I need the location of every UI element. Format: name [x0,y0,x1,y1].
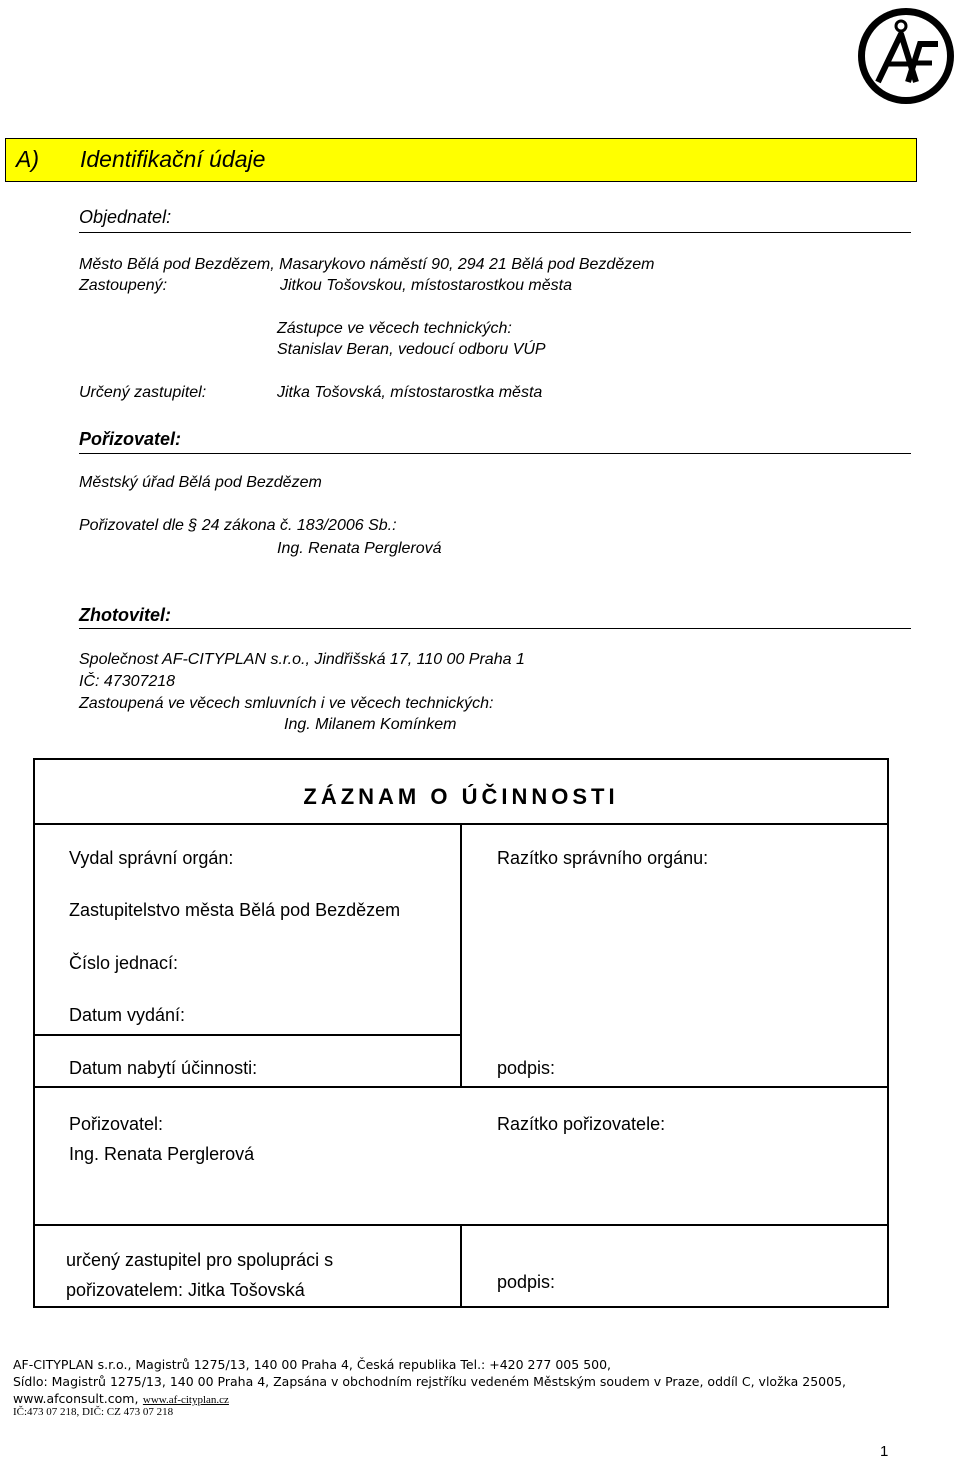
datum-vydani-label: Datum vydání: [69,1005,186,1025]
section-header-bar [5,138,917,182]
technicky-line2: Stanislav Beran, vedoucí odboru VÚP [277,341,546,358]
zastoupeny-label: Zastoupený: [79,277,168,294]
footer-ico-dic: IČ:473 07 218, DIČ: CZ 473 07 218 [13,1406,174,1418]
zaznam-title: ZÁZNAM O ÚČINNOSTI [303,784,619,809]
footer-line2: Sídlo: Magistrů 1275/13, 140 00 Praha 4, Zapsána v obchodním rejstříku vedeném Městským soudem v Praze, oddíl C, vložka 25005, [13,1374,847,1389]
porizovatel-heading: Pořizovatel: [79,429,182,449]
footer-web1: www.afconsult.com, [13,1391,139,1406]
razitko-spravniho-label: Razítko správního orgánu: [497,848,709,868]
zaznam-divider-lower [460,1224,462,1306]
section-letter: A) [16,146,39,172]
zaznam-divider-upper [460,823,462,1086]
af-logo-icon [856,6,956,106]
porizovatel-box-label: Pořizovatel: [69,1114,164,1134]
zhotovitel-ico: IČ: 47307218 [79,673,176,690]
porizovatel-dle: Pořizovatel dle § 24 zákona č. 183/2006 Sb.: [79,517,397,534]
zhotovitel-line1: Společnost AF-CITYPLAN s.r.o., Jindřišská 17, 110 00 Praha 1 [79,651,525,668]
porizovatel-rule [79,453,911,454]
footer-line1: AF-CITYPLAN s.r.o., Magistrů 1275/13, 140 00 Praha 4, Česká republika Tel.: +420 277 005 500, [13,1357,612,1372]
razitko-porizovatele-label: Razítko pořizovatele: [497,1114,666,1134]
technicky-line1: Zástupce ve věcech technických: [277,320,512,337]
porizovatel-urad: Městský úřad Bělá pod Bezdězem [79,474,322,491]
urceny-box-line2: pořizovatelem: Jitka Tošovská [66,1280,305,1300]
zhotovitel-rule [79,628,911,629]
af-logo [856,6,956,106]
vydal-label: Vydal správní orgán: [69,848,234,868]
footer-web2-link[interactable]: www.af-cityplan.cz [142,1394,229,1406]
zaznam-row-rule-1 [35,1034,460,1036]
zhotovitel-line3: Zastoupená ve věcech smluvních i ve věcech technických: [79,695,494,712]
urceny-value: Jitka Tošovská, místostarostka města [277,384,543,401]
section-title: Identifikační údaje [80,146,266,172]
zastoupeny-value: Jitkou Tošovskou, místostarostkou města [280,277,572,294]
urceny-box-line1: určený zastupitel pro spolupráci s [66,1250,334,1270]
page-number: 1 [880,1443,889,1460]
objednatel-address: Město Bělá pod Bezdězem, Masarykovo náměstí 90, 294 21 Bělá pod Bezdězem [79,256,655,273]
podpis-label-1: podpis: [497,1058,556,1078]
datum-nabyti-label: Datum nabytí účinnosti: [69,1058,258,1078]
objednatel-heading: Objednatel: [79,207,172,227]
objednatel-rule [79,232,911,233]
cislo-jednaci-label: Číslo jednací: [69,953,179,973]
zastupitelstvo-text: Zastupitelstvo města Bělá pod Bezdězem [69,900,401,920]
porizovatel-person: Ing. Renata Perglerová [277,540,442,557]
podpis-label-2: podpis: [497,1272,556,1292]
zhotovitel-line4: Ing. Milanem Komínkem [284,716,457,733]
zhotovitel-heading: Zhotovitel: [79,605,171,625]
porizovatel-box-name: Ing. Renata Perglerová [69,1144,255,1164]
zaznam-box [33,758,889,1308]
zaznam-row-rule-2 [35,1086,887,1088]
urceny-label: Určený zastupitel: [79,384,207,401]
